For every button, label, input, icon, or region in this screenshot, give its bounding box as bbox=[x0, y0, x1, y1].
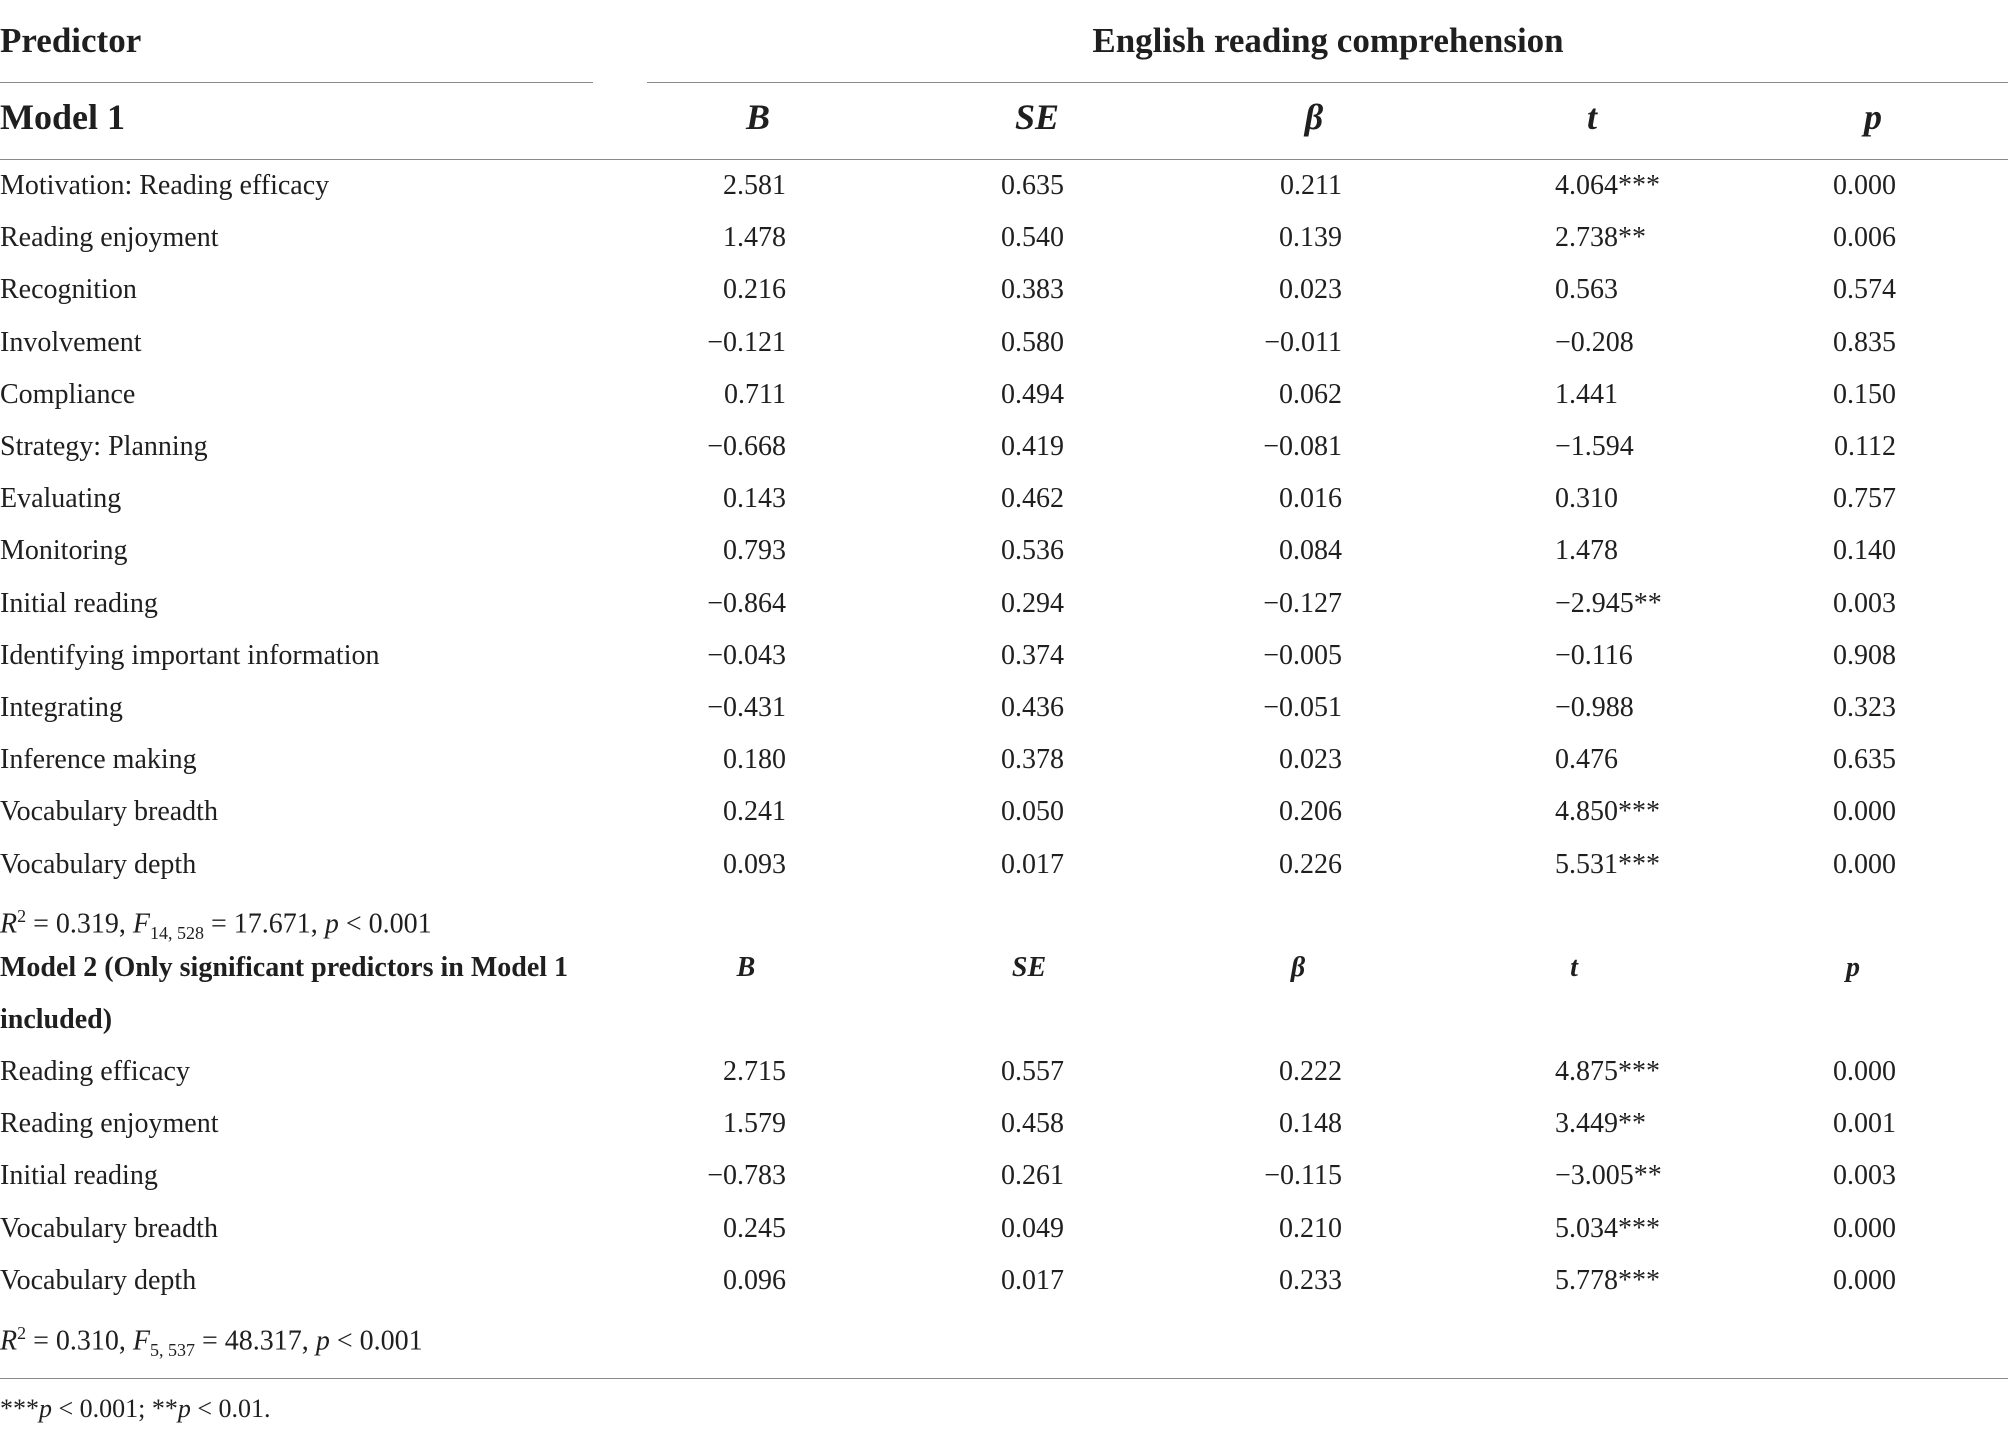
row-label: Reading enjoyment bbox=[0, 1108, 219, 1140]
row-label: Recognition bbox=[0, 274, 137, 306]
table-row bbox=[0, 1150, 2008, 1202]
cell-p: 0.006 bbox=[1833, 222, 1896, 254]
cell-p: 0.635 bbox=[1833, 744, 1896, 776]
footnote bbox=[0, 1385, 271, 1433]
cell-b: 0.096 bbox=[723, 1264, 786, 1296]
table-row bbox=[0, 1046, 2008, 1098]
cell-p: 0.150 bbox=[1833, 378, 1896, 410]
model1-col-b: B bbox=[745, 97, 770, 137]
row-label: Integrating bbox=[0, 692, 123, 723]
cell-t: 3.449** bbox=[1555, 1108, 1646, 1140]
footnote-stars2: ** bbox=[151, 1394, 178, 1423]
cell-t: −2.945** bbox=[1555, 587, 1662, 619]
cell-se: 0.462 bbox=[1001, 483, 1064, 515]
model2-col-p: p bbox=[1846, 952, 1860, 983]
cell-se: 0.294 bbox=[1001, 587, 1064, 619]
table-row bbox=[0, 525, 2008, 577]
p-symbol: p bbox=[324, 908, 339, 940]
model2-title: Model 2 (Only significant predictors in Model 1 included) bbox=[0, 952, 569, 1035]
f-df: 5, 537 bbox=[150, 1339, 196, 1360]
f-symbol: F bbox=[132, 1325, 151, 1357]
r2-symbol: R bbox=[0, 908, 18, 940]
row-label: Vocabulary breadth bbox=[0, 1212, 218, 1244]
cell-b: −0.783 bbox=[707, 1160, 786, 1192]
cell-t: 1.441 bbox=[1555, 378, 1618, 410]
cell-p: 0.001 bbox=[1833, 1108, 1896, 1140]
cell-t: −0.116 bbox=[1555, 639, 1633, 671]
row-label: Vocabulary depth bbox=[0, 848, 197, 880]
cell-p: 0.323 bbox=[1833, 692, 1896, 723]
cell-se: 0.049 bbox=[1001, 1212, 1064, 1244]
row-label: Motivation: Reading efficacy bbox=[0, 170, 330, 201]
r2-value: = 0.310, bbox=[26, 1325, 133, 1357]
footnote-p2: p bbox=[177, 1394, 191, 1423]
cell-se: 0.378 bbox=[1001, 744, 1064, 776]
row-label: Vocabulary breadth bbox=[0, 796, 218, 828]
table-row bbox=[0, 839, 2008, 891]
cell-beta: −0.081 bbox=[1263, 431, 1342, 462]
cell-beta: 0.206 bbox=[1279, 796, 1342, 828]
cell-b: 2.715 bbox=[723, 1056, 786, 1087]
table-row bbox=[0, 630, 2008, 682]
cell-t: −0.988 bbox=[1555, 692, 1634, 723]
cell-p: 0.000 bbox=[1833, 1264, 1896, 1296]
cell-beta: 0.211 bbox=[1280, 170, 1342, 201]
cell-t: 5.531*** bbox=[1555, 848, 1660, 880]
cell-t: 4.875*** bbox=[1555, 1056, 1660, 1087]
cell-t: 5.778*** bbox=[1555, 1264, 1660, 1296]
cell-t: 0.563 bbox=[1555, 274, 1618, 306]
cell-b: 0.711 bbox=[724, 378, 786, 410]
cell-beta: −0.115 bbox=[1264, 1160, 1342, 1192]
cell-t: −3.005** bbox=[1555, 1160, 1662, 1192]
cell-t: −1.594 bbox=[1555, 431, 1634, 462]
row-label: Inference making bbox=[0, 744, 197, 776]
row-label: Initial reading bbox=[0, 587, 158, 619]
cell-se: 0.436 bbox=[1001, 692, 1064, 723]
row-label: Identifying important information bbox=[0, 639, 380, 671]
p-symbol: p bbox=[315, 1325, 330, 1357]
cell-se: 0.580 bbox=[1001, 326, 1064, 358]
cell-b: −0.668 bbox=[707, 431, 786, 462]
cell-beta: −0.127 bbox=[1263, 587, 1342, 619]
model1-col-se: SE bbox=[1014, 97, 1060, 137]
cell-p: 0.112 bbox=[1834, 431, 1896, 462]
row-label: Monitoring bbox=[0, 535, 128, 567]
cell-beta: 0.233 bbox=[1279, 1264, 1342, 1296]
cell-p: 0.000 bbox=[1833, 1212, 1896, 1244]
cell-beta: 0.023 bbox=[1279, 744, 1342, 776]
cell-se: 0.383 bbox=[1001, 274, 1064, 306]
cell-p: 0.003 bbox=[1833, 587, 1896, 619]
f-df: 14, 528 bbox=[150, 922, 205, 943]
r2-symbol: R bbox=[0, 1325, 18, 1357]
bottom-rule bbox=[0, 1378, 2008, 1379]
cell-b: 0.245 bbox=[723, 1212, 786, 1244]
model2-col-t: t bbox=[1570, 952, 1578, 983]
row-label: Strategy: Planning bbox=[0, 431, 208, 462]
model2-col-se: SE bbox=[1011, 952, 1047, 983]
cell-beta: −0.011 bbox=[1264, 326, 1342, 358]
f-symbol: F bbox=[132, 908, 151, 940]
cell-p: 0.908 bbox=[1833, 639, 1896, 671]
cell-p: 0.757 bbox=[1833, 483, 1896, 515]
cell-p: 0.003 bbox=[1833, 1160, 1896, 1192]
model2-summary bbox=[0, 1307, 423, 1376]
cell-t: 4.850*** bbox=[1555, 796, 1660, 828]
cell-beta: 0.210 bbox=[1279, 1212, 1342, 1244]
row-label: Compliance bbox=[0, 378, 136, 410]
cell-beta: −0.051 bbox=[1263, 692, 1342, 723]
cell-t: 4.064*** bbox=[1555, 170, 1660, 201]
table-row bbox=[0, 1098, 2008, 1150]
table-row bbox=[0, 786, 2008, 838]
table-row bbox=[0, 1255, 2008, 1307]
row-label: Involvement bbox=[0, 326, 142, 358]
cell-b: −0.864 bbox=[707, 587, 786, 619]
footnote-p1: p bbox=[39, 1394, 52, 1423]
cell-b: −0.121 bbox=[707, 326, 786, 358]
cell-se: 0.557 bbox=[1001, 1056, 1064, 1087]
footnote-t2: < 0.01. bbox=[190, 1394, 271, 1423]
cell-se: 0.017 bbox=[1001, 1264, 1064, 1296]
cell-se: 0.536 bbox=[1001, 535, 1064, 567]
cell-b: 0.241 bbox=[723, 796, 786, 828]
footnote-t1: < 0.001; bbox=[52, 1394, 152, 1423]
cell-b: 0.093 bbox=[723, 848, 786, 880]
cell-p: 0.000 bbox=[1833, 1056, 1896, 1087]
r2-value: = 0.319, bbox=[26, 908, 133, 940]
cell-t: −0.208 bbox=[1555, 326, 1634, 358]
cell-beta: 0.062 bbox=[1279, 378, 1342, 410]
r2-superscript: 2 bbox=[17, 1323, 27, 1343]
cell-se: 0.261 bbox=[1001, 1160, 1064, 1192]
cell-t: 2.738** bbox=[1555, 222, 1646, 254]
cell-se: 0.635 bbox=[1001, 170, 1064, 201]
model1-title: Model 1 bbox=[0, 97, 125, 137]
cell-p: 0.574 bbox=[1833, 274, 1896, 306]
table-row bbox=[0, 734, 2008, 786]
model1-col-beta: β bbox=[1304, 97, 1324, 137]
row-label: Reading enjoyment bbox=[0, 222, 219, 254]
model1-col-t: t bbox=[1586, 97, 1597, 137]
model2-col-beta: β bbox=[1290, 952, 1306, 983]
cell-beta: 0.084 bbox=[1279, 535, 1342, 567]
row-label: Evaluating bbox=[0, 483, 122, 515]
cell-se: 0.050 bbox=[1001, 796, 1064, 828]
cell-se: 0.540 bbox=[1001, 222, 1064, 254]
cell-b: −0.431 bbox=[707, 692, 786, 723]
cell-b: −0.043 bbox=[707, 639, 786, 671]
header-rule-left bbox=[0, 82, 593, 83]
table-row bbox=[0, 264, 2008, 316]
cell-beta: 0.222 bbox=[1279, 1056, 1342, 1087]
cell-p: 0.000 bbox=[1833, 170, 1896, 201]
cell-t: 0.476 bbox=[1555, 744, 1618, 776]
cell-se: 0.494 bbox=[1001, 378, 1064, 410]
table-row bbox=[0, 1203, 2008, 1255]
table-row bbox=[0, 682, 2008, 734]
cell-se: 0.374 bbox=[1001, 639, 1064, 671]
model2-col-b: B bbox=[736, 952, 756, 983]
cell-b: 1.478 bbox=[723, 222, 786, 254]
cell-se: 0.458 bbox=[1001, 1108, 1064, 1140]
cell-beta: 0.023 bbox=[1279, 274, 1342, 306]
cell-b: 2.581 bbox=[723, 170, 786, 201]
header-rule-right bbox=[647, 82, 2008, 83]
cell-b: 0.793 bbox=[723, 535, 786, 567]
p-value: < 0.001 bbox=[338, 908, 432, 940]
cell-p: 0.000 bbox=[1833, 848, 1896, 880]
cell-b: 0.216 bbox=[723, 274, 786, 306]
cell-se: 0.419 bbox=[1001, 431, 1064, 462]
predictor-header: Predictor bbox=[0, 21, 142, 60]
r2-superscript: 2 bbox=[17, 906, 27, 926]
cell-beta: 0.226 bbox=[1279, 848, 1342, 880]
f-value: = 48.317, bbox=[195, 1325, 316, 1357]
cell-b: 1.579 bbox=[723, 1108, 786, 1140]
table-row bbox=[0, 473, 2008, 525]
model1-col-p: p bbox=[1864, 97, 1882, 137]
table-row bbox=[0, 578, 2008, 630]
row-label: Initial reading bbox=[0, 1160, 158, 1192]
table-row bbox=[0, 421, 2008, 473]
p-value: < 0.001 bbox=[329, 1325, 423, 1357]
cell-b: 0.180 bbox=[723, 744, 786, 776]
f-value: = 17.671, bbox=[204, 908, 325, 940]
table-row bbox=[0, 317, 2008, 369]
table-row bbox=[0, 369, 2008, 421]
cell-se: 0.017 bbox=[1001, 848, 1064, 880]
row-label: Reading efficacy bbox=[0, 1056, 190, 1087]
table-row bbox=[0, 212, 2008, 264]
cell-beta: 0.148 bbox=[1279, 1108, 1342, 1140]
outcome-header: English reading comprehension bbox=[1092, 21, 1564, 60]
cell-p: 0.000 bbox=[1833, 796, 1896, 828]
cell-beta: 0.016 bbox=[1279, 483, 1342, 515]
cell-t: 0.310 bbox=[1555, 483, 1618, 515]
row-label: Vocabulary depth bbox=[0, 1264, 197, 1296]
cell-beta: 0.139 bbox=[1279, 222, 1342, 254]
cell-t: 1.478 bbox=[1555, 535, 1618, 567]
footnote-stars3: *** bbox=[0, 1394, 39, 1423]
cell-t: 5.034*** bbox=[1555, 1212, 1660, 1244]
cell-beta: −0.005 bbox=[1263, 639, 1342, 671]
cell-b: 0.143 bbox=[723, 483, 786, 515]
cell-p: 0.835 bbox=[1833, 326, 1896, 358]
cell-p: 0.140 bbox=[1833, 535, 1896, 567]
table-row bbox=[0, 160, 2008, 212]
